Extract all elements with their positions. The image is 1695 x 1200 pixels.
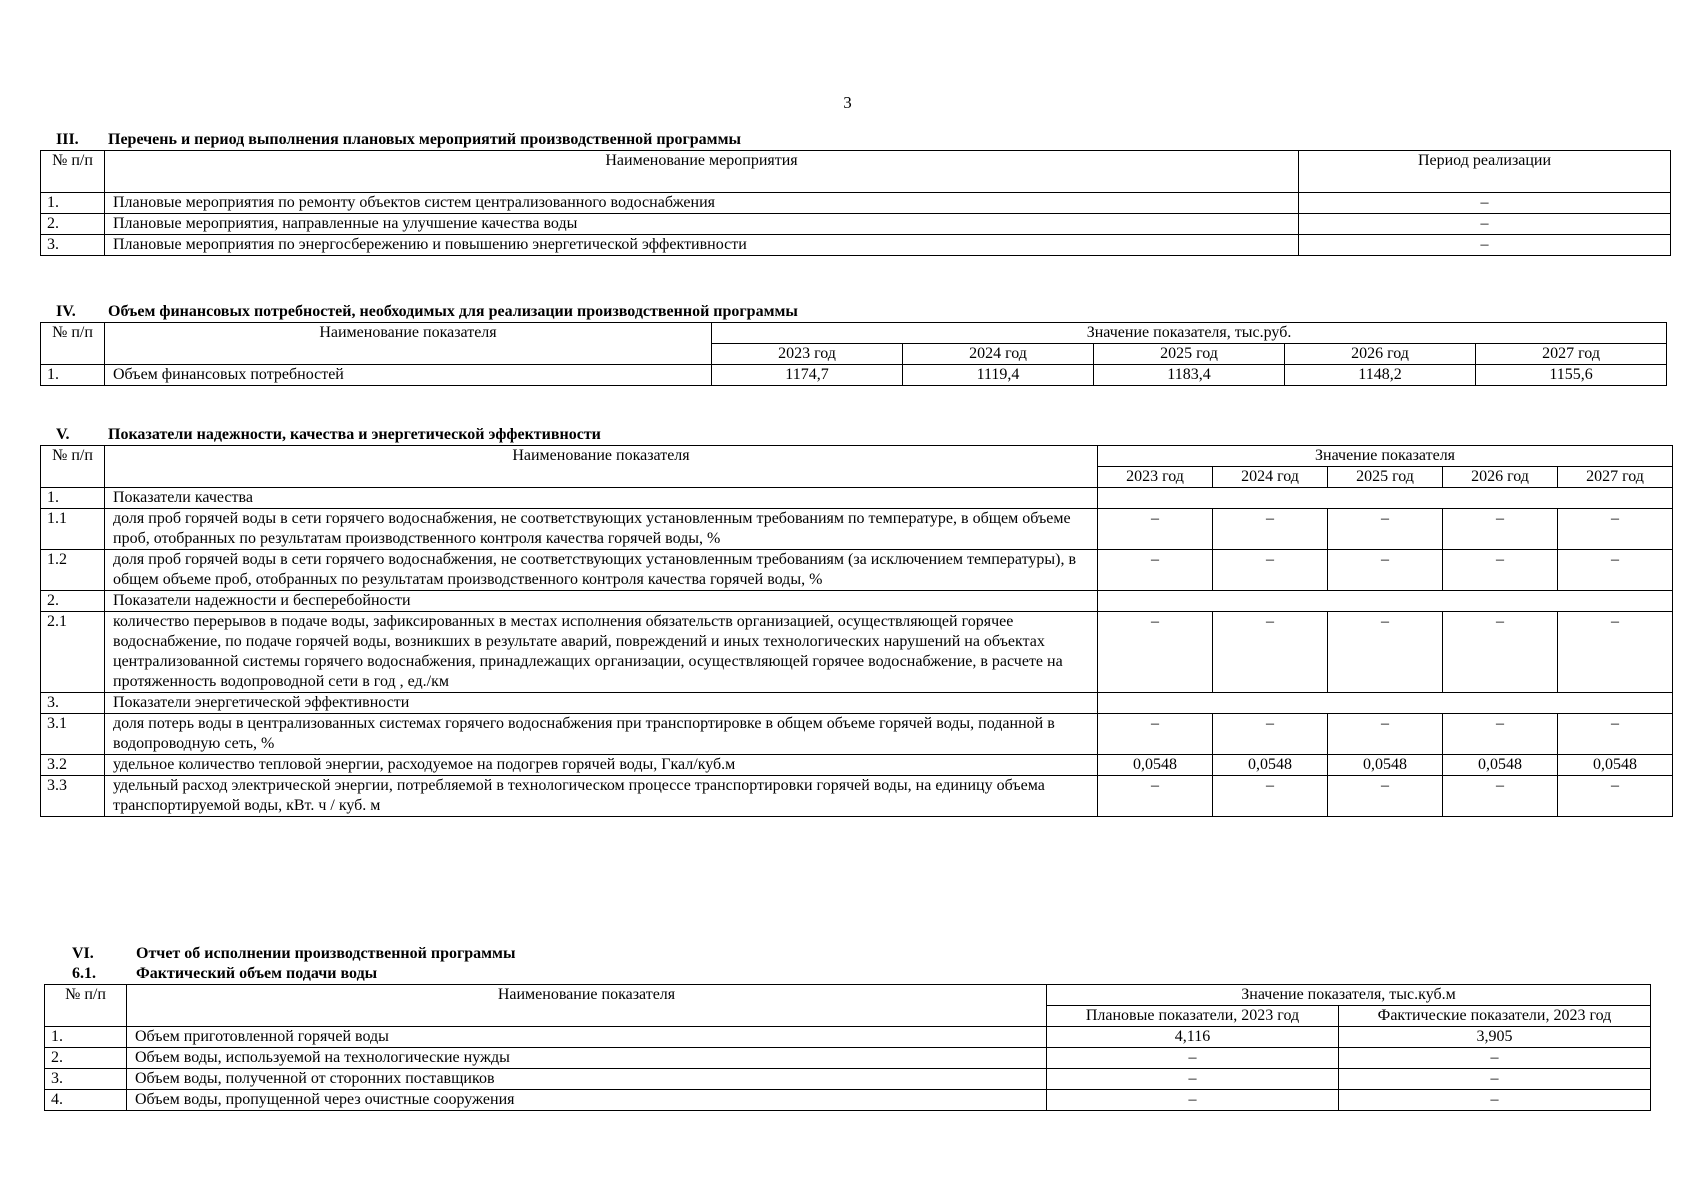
activities-table <box>40 150 1671 256</box>
row-value: – <box>1213 776 1328 817</box>
row-value: – <box>1558 509 1673 550</box>
row-value: – <box>1098 776 1213 817</box>
col-header-value: Значение показателя, тыс.руб. <box>712 323 1667 344</box>
row-value: 1148,2 <box>1285 365 1476 386</box>
row-value: – <box>1558 550 1673 591</box>
water-supply-table <box>44 984 1651 1111</box>
col-header-fact: Фактические показатели, 2023 год <box>1339 1006 1651 1027</box>
row-name: доля потерь воды в централизованных системах горячего водоснабжения при транспортировке в общем объеме горячей воды, поданной в водопроводную сеть, % <box>105 714 1098 755</box>
row-name: Показатели качества <box>105 488 1098 509</box>
row-name: доля проб горячей воды в сети горячего водоснабжения, не соответствующих установленным требованиям (за исключением температуры), в общем объеме проб, отобранных по результатам производственного контроля качества горячей воды, % <box>105 550 1098 591</box>
section-3-number: III. <box>56 131 79 148</box>
row-fact-value: 3,905 <box>1339 1027 1651 1048</box>
section-6-1-title: Фактический объем подачи воды <box>136 965 378 982</box>
table-row <box>41 193 1671 214</box>
year-header: 2025 год <box>1094 344 1285 365</box>
table-header-row <box>41 446 1673 467</box>
row-name: Плановые мероприятия по энергосбережению и повышению энергетической эффективности <box>105 235 1299 256</box>
year-header: 2027 год <box>1558 467 1673 488</box>
row-value: – <box>1443 550 1558 591</box>
row-name: доля проб горячей воды в сети горячего водоснабжения, не соответствующих установленным требованиям по температуре, в общем объеме проб, отобранных по результатам производственного контроля качества горячей воды, % <box>105 509 1098 550</box>
table-row <box>41 755 1673 776</box>
row-value: – <box>1443 509 1558 550</box>
row-value: – <box>1098 550 1213 591</box>
table-header-row <box>45 985 1651 1006</box>
row-empty-values <box>1098 488 1673 509</box>
row-value: – <box>1443 612 1558 693</box>
row-fact-value: – <box>1339 1090 1651 1111</box>
section-4-title: Объем финансовых потребностей, необходимых для реализации производственной программы <box>108 303 798 320</box>
indicators-table <box>40 445 1673 817</box>
row-number: 3. <box>41 235 105 256</box>
section-5-number: V. <box>56 426 70 443</box>
row-value: 0,0548 <box>1443 755 1558 776</box>
row-number: 4. <box>45 1090 127 1111</box>
row-value: – <box>1328 509 1443 550</box>
row-number: 3.1 <box>41 714 105 755</box>
row-number: 3.3 <box>41 776 105 817</box>
section-3-title: Перечень и период выполнения плановых мероприятий производственной программы <box>108 131 741 148</box>
row-value: – <box>1558 612 1673 693</box>
section-6-1-heading <box>44 964 1651 984</box>
row-number: 2.1 <box>41 612 105 693</box>
section-5 <box>40 425 1673 817</box>
section-3 <box>40 130 1671 256</box>
row-name: удельное количество тепловой энергии, расходуемое на подогрев горячей воды, Гкал/куб.м <box>105 755 1098 776</box>
row-value: – <box>1213 550 1328 591</box>
col-header-number: № п/п <box>45 985 127 1027</box>
row-number: 1.2 <box>41 550 105 591</box>
row-name: количество перерывов в подаче воды, зафиксированных в местах исполнения обязательств организацией, осуществляющей горячее водоснабжение, по подаче горячей воды, возникших в результате аварий, повреждений и иных технологических нарушений на объектах централизованной системы горячего водоснабжения, принадлежащих организации, осуществляющей горячее водоснабжение, в расчете на протяженность водопроводной сети в год , ед./км <box>105 612 1098 693</box>
row-value: 0,0548 <box>1098 755 1213 776</box>
row-value: – <box>1443 714 1558 755</box>
row-value: – <box>1213 612 1328 693</box>
table-header-row <box>41 323 1667 344</box>
row-number: 1. <box>45 1027 127 1048</box>
row-value: – <box>1098 509 1213 550</box>
col-header-period: Период реализации <box>1299 151 1671 193</box>
row-value: – <box>1098 612 1213 693</box>
section-4 <box>40 302 1667 386</box>
row-name: Объем приготовленной горячей воды <box>127 1027 1047 1048</box>
row-number: 3. <box>41 693 105 714</box>
table-group-row <box>41 488 1673 509</box>
section-4-number: IV. <box>56 303 76 320</box>
col-header-plan: Плановые показатели, 2023 год <box>1047 1006 1339 1027</box>
row-number: 3.2 <box>41 755 105 776</box>
table-row <box>41 612 1673 693</box>
row-number: 1. <box>41 365 105 386</box>
row-name: удельный расход электрической энергии, потребляемой в технологическом процессе транспортировки горячей воды, на единицу объема транспортируемой воды, кВт. ч / куб. м <box>105 776 1098 817</box>
year-header: 2025 год <box>1328 467 1443 488</box>
col-header-indicator-name: Наименование показателя <box>105 446 1098 488</box>
table-row <box>41 714 1673 755</box>
row-plan-value: – <box>1047 1069 1339 1090</box>
row-plan-value: 4,116 <box>1047 1027 1339 1048</box>
row-empty-values <box>1098 591 1673 612</box>
section-6-heading <box>44 944 1651 964</box>
table-row <box>41 365 1667 386</box>
year-header: 2023 год <box>712 344 903 365</box>
page-number: 3 <box>843 93 852 112</box>
row-value: – <box>1098 714 1213 755</box>
row-number: 2. <box>41 214 105 235</box>
row-name: Объем воды, пропущенной через очистные сооружения <box>127 1090 1047 1111</box>
row-value: – <box>1558 714 1673 755</box>
year-header: 2023 год <box>1098 467 1213 488</box>
row-value: – <box>1328 714 1443 755</box>
row-number: 1. <box>41 193 105 214</box>
table-row <box>41 509 1673 550</box>
col-header-value: Значение показателя <box>1098 446 1673 467</box>
table-header-row <box>41 151 1671 193</box>
row-number: 1. <box>41 488 105 509</box>
section-4-heading <box>40 302 1667 322</box>
table-row <box>45 1027 1651 1048</box>
row-value: 1174,7 <box>712 365 903 386</box>
year-header: 2026 год <box>1285 344 1476 365</box>
row-value: 0,0548 <box>1213 755 1328 776</box>
section-5-heading <box>40 425 1673 445</box>
col-header-number: № п/п <box>41 151 105 193</box>
table-row <box>41 550 1673 591</box>
section-5-title: Показатели надежности, качества и энергетической эффективности <box>108 426 601 443</box>
row-value: – <box>1558 776 1673 817</box>
row-name: Показатели надежности и бесперебойности <box>105 591 1098 612</box>
section-6-title: Отчет об исполнении производственной программы <box>136 945 516 962</box>
table-row <box>45 1048 1651 1069</box>
row-number: 2. <box>41 591 105 612</box>
col-header-indicator-name: Наименование показателя <box>105 323 712 365</box>
row-fact-value: – <box>1339 1069 1651 1090</box>
row-value: – <box>1213 714 1328 755</box>
table-group-row <box>41 591 1673 612</box>
col-header-activity-name: Наименование мероприятия <box>105 151 1299 193</box>
table-row <box>41 235 1671 256</box>
row-number: 1.1 <box>41 509 105 550</box>
row-name: Объем воды, полученной от сторонних поставщиков <box>127 1069 1047 1090</box>
row-value: 1183,4 <box>1094 365 1285 386</box>
section-3-heading <box>40 130 1671 150</box>
row-value: – <box>1328 550 1443 591</box>
row-number: 2. <box>45 1048 127 1069</box>
row-plan-value: – <box>1047 1048 1339 1069</box>
row-value: – <box>1328 776 1443 817</box>
year-header: 2026 год <box>1443 467 1558 488</box>
col-header-indicator-name: Наименование показателя <box>127 985 1047 1027</box>
row-plan-value: – <box>1047 1090 1339 1111</box>
row-value: 1119,4 <box>903 365 1094 386</box>
row-value: – <box>1213 509 1328 550</box>
col-header-value: Значение показателя, тыс.куб.м <box>1047 985 1651 1006</box>
row-name: Объем финансовых потребностей <box>105 365 712 386</box>
section-6 <box>44 944 1651 1111</box>
row-value: 0,0548 <box>1558 755 1673 776</box>
table-row <box>45 1069 1651 1090</box>
row-empty-values <box>1098 693 1673 714</box>
row-number: 3. <box>45 1069 127 1090</box>
year-header: 2024 год <box>903 344 1094 365</box>
row-name: Показатели энергетической эффективности <box>105 693 1098 714</box>
col-header-number: № п/п <box>41 323 105 365</box>
financial-needs-table <box>40 322 1667 386</box>
row-value: 0,0548 <box>1328 755 1443 776</box>
row-value: – <box>1443 776 1558 817</box>
row-name: Плановые мероприятия, направленные на улучшение качества воды <box>105 214 1299 235</box>
row-period: – <box>1299 214 1671 235</box>
section-6-number: VI. <box>72 945 94 962</box>
row-name: Объем воды, используемой на технологические нужды <box>127 1048 1047 1069</box>
row-period: – <box>1299 235 1671 256</box>
table-row <box>41 214 1671 235</box>
year-header: 2024 год <box>1213 467 1328 488</box>
row-value: – <box>1328 612 1443 693</box>
row-fact-value: – <box>1339 1048 1651 1069</box>
row-value: 1155,6 <box>1476 365 1667 386</box>
row-name: Плановые мероприятия по ремонту объектов систем централизованного водоснабжения <box>105 193 1299 214</box>
table-row <box>41 776 1673 817</box>
table-row <box>45 1090 1651 1111</box>
row-period: – <box>1299 193 1671 214</box>
col-header-number: № п/п <box>41 446 105 488</box>
table-group-row <box>41 693 1673 714</box>
year-header: 2027 год <box>1476 344 1667 365</box>
section-6-1-number: 6.1. <box>72 965 96 982</box>
